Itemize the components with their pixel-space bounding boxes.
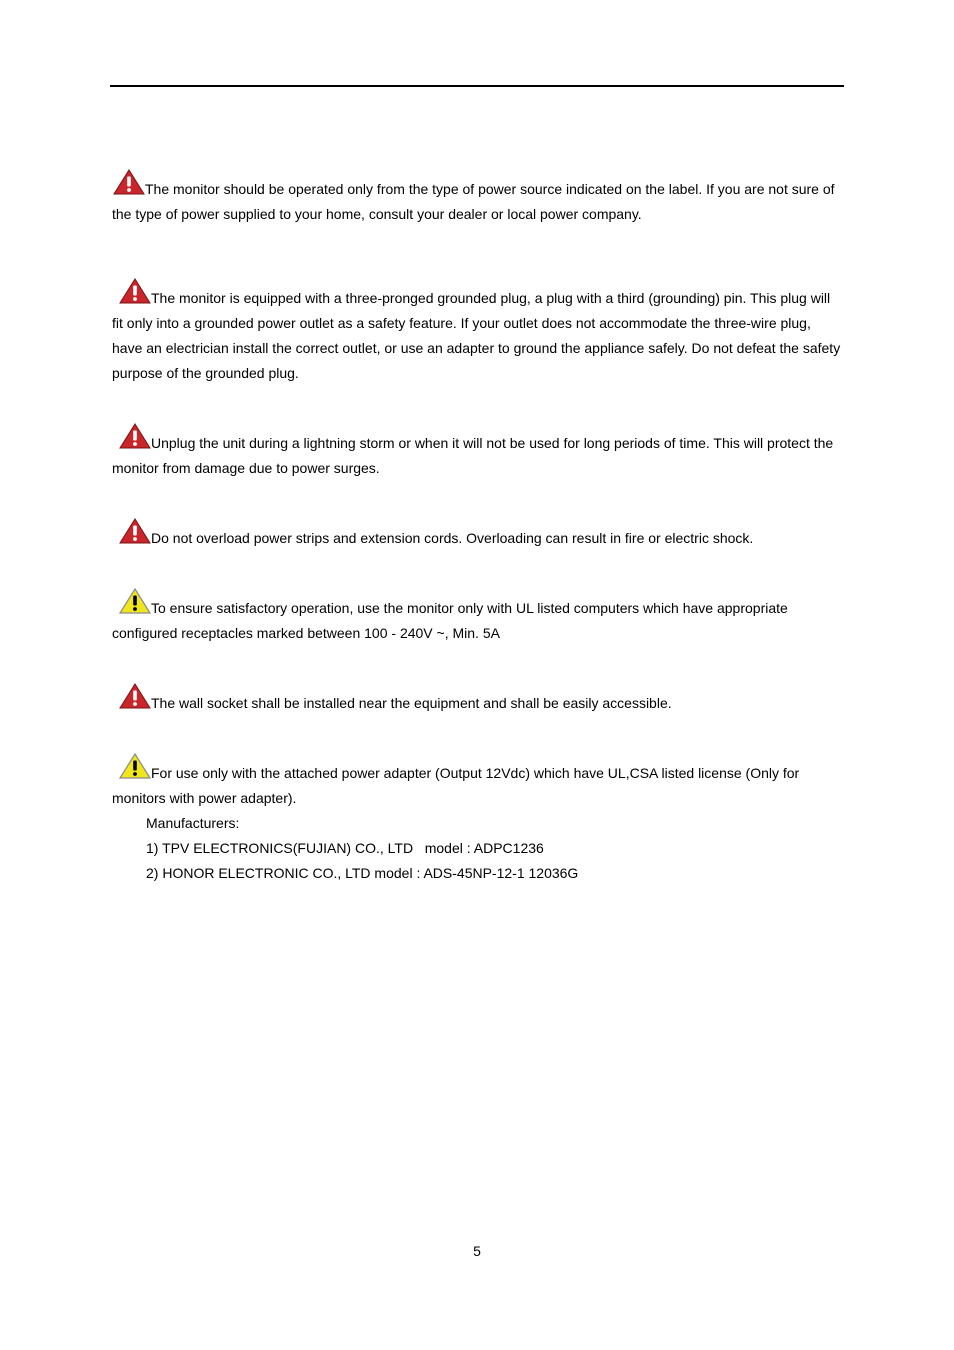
header-rule — [110, 85, 844, 87]
warning-triangle-red-icon — [118, 277, 152, 305]
safety-paragraph-overload — [112, 517, 844, 551]
paragraph-text: The monitor should be operated only from the type of power source indicated on the label. If you are not sure of the type of power supplied to your home, consult your dealer or local power company. — [112, 181, 835, 222]
paragraph-text: The monitor is equipped with a three-pronged grounded plug, a plug with a third (grounding) pin. This plug will fit only into a grounded power outlet as a safety feature. If your outlet does not accommodate the three-wire plug, have an electrician install the correct outlet, or use an adapter to ground the appliance safely. Do not defeat the safety purpose of the grounded plug. — [112, 290, 841, 381]
warning-triangle-red-icon — [112, 168, 146, 196]
manufacturer-item: 2) HONOR ELECTRONIC CO., LTD model : ADS-45NP-12-1 12036G — [146, 865, 579, 881]
warning-triangle-red-icon — [118, 422, 152, 450]
safety-content — [112, 168, 844, 886]
caution-triangle-yellow-icon — [118, 752, 152, 780]
manufacturers-heading: Manufacturers: — [146, 815, 240, 831]
warning-triangle-red-icon — [118, 682, 152, 710]
paragraph-text: For use only with the attached power adapter (Output 12Vdc) which have UL,CSA listed license (Only for monitors with power adapter). — [112, 765, 800, 806]
safety-paragraph-lightning — [112, 422, 844, 481]
safety-paragraph-ul-listed — [112, 587, 844, 646]
safety-paragraph-wall-socket — [112, 682, 844, 716]
paragraph-text: The wall socket shall be installed near the equipment and shall be easily accessible. — [151, 695, 672, 711]
safety-paragraph-grounded-plug — [112, 277, 844, 386]
manufacturer-item: 1) TPV ELECTRONICS(FUJIAN) CO., LTD model : ADPC1236 — [146, 840, 544, 856]
paragraph-text: Unplug the unit during a lightning storm or when it will not be used for long periods of time. This will protect the monitor from damage due to power surges. — [112, 435, 834, 476]
page-number: 5 — [473, 1243, 481, 1259]
caution-triangle-yellow-icon — [118, 587, 152, 615]
manufacturers-list — [112, 811, 844, 886]
paragraph-text: To ensure satisfactory operation, use the monitor only with UL listed computers which have appropriate configured receptacles marked between 100 - 240V ~, Min. 5A — [112, 600, 788, 641]
paragraph-text: Do not overload power strips and extension cords. Overloading can result in fire or electric shock. — [151, 530, 754, 546]
safety-paragraph-power-adapter — [112, 752, 844, 811]
warning-triangle-red-icon — [118, 517, 152, 545]
safety-paragraph-power-source — [112, 168, 844, 227]
